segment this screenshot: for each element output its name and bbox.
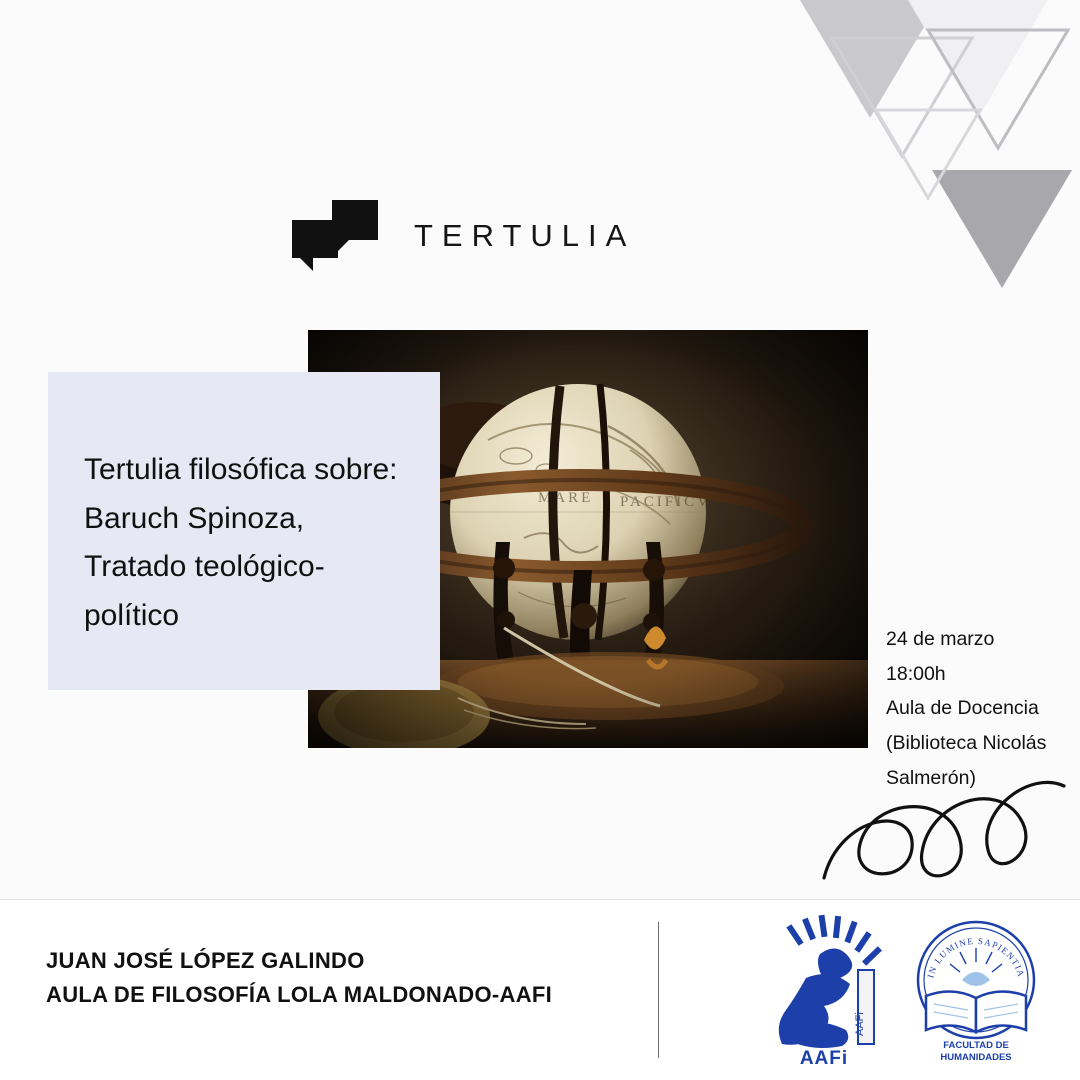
facultad-humanidades-logo [906, 918, 1046, 1064]
facultad-line1: FACULTAD DE [943, 1040, 1009, 1051]
event-date: 24 de marzo [886, 628, 995, 650]
svg-text:AAFi: AAFi [799, 1048, 849, 1066]
footer-credits [46, 944, 552, 1012]
event-time: 18:00h [886, 662, 946, 685]
event-venue-note: (Biblioteca Nicolás Salmerón) [886, 732, 1047, 789]
speaker-name: JUAN JOSÉ LÓPEZ GALINDO [46, 948, 365, 973]
brand-logo [292, 200, 635, 272]
triangles-decoration-icon [780, 0, 1080, 320]
organization-name: AULA DE FILOSOFÍA LOLA MALDONADO-AAFI [46, 982, 553, 1008]
event-details [886, 622, 1080, 796]
aafi-logo [762, 914, 892, 1066]
facultad-line2: HUMANIDADES [940, 1052, 1012, 1063]
speech-bubbles-icon [292, 200, 378, 272]
title-card [48, 372, 440, 690]
page-title: Tertulia filosófica sobre: Baruch Spinoza, Tratado teológico-político [84, 453, 398, 632]
svg-text:AAFi: AAFi [854, 1012, 866, 1036]
brand-name: TERTULIA [414, 218, 636, 253]
event-venue: Aula de Docencia [886, 697, 1039, 720]
footer [0, 899, 1080, 1080]
svg-text:IN LUMINE SAPIENTIA: IN LUMINE SAPIENTIA [925, 935, 1027, 979]
footer-divider [658, 922, 659, 1058]
